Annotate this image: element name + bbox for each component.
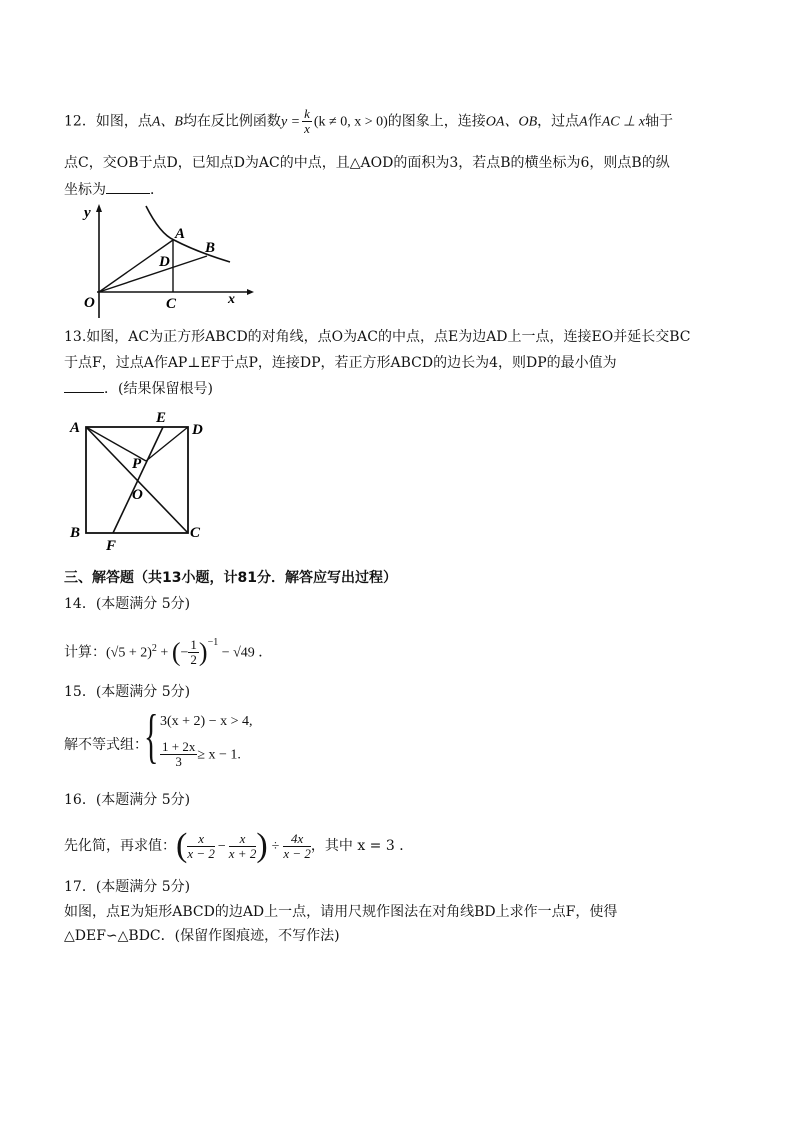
q12-line-2: 点C，交OB于点D，已知点D为AC的中点，且△AOD的面积为3，若点B的横坐标为6，则点B的纵 [64,155,670,171]
q15-tail: ≥ x − 1. [197,747,241,763]
q16-fraction-2 [229,832,257,861]
q12-line-3 [64,179,164,200]
q12-text-f: 轴于 [645,113,673,130]
q12-oa-ob: OA、OB [485,114,538,130]
q12-x-arrow [247,289,254,295]
q12-answer-lead: 坐标为 [64,182,106,198]
q12-frac-den: x [304,121,310,136]
q13-label-d: D [192,422,203,438]
q13-diagonal-ac [86,427,188,533]
q12-label-d: D [159,254,170,270]
q12-text-b: 均在反比例函数 [182,113,281,130]
q12-y-arrow [96,204,102,212]
q16-f2-den: x + 2 [228,845,257,861]
q15-frac-den: 3 [175,754,182,769]
q14-half [188,638,199,667]
q16-paren-open: ( [176,827,188,864]
q12-text-d: ，过点 [537,113,580,130]
q12-condition: (k ≠ 0, x > 0) [313,114,388,130]
q13-segment-dp [146,427,188,461]
q16-f3-num: 4x [283,832,311,847]
q16-expression [64,828,413,865]
q12-point-a: A [579,114,588,130]
q12-label-o: O [84,295,95,311]
q12-func-lhs: y = [280,114,301,130]
q12-line-1 [64,107,673,136]
q16-paren-close: ) [256,827,268,864]
q14-half-den: 2 [190,652,197,668]
q17-line-2: △DEF∽△BDC．(保留作图痕迹，不写作法) [64,928,340,944]
q12-period: ． [150,182,164,198]
q13-label-b: B [70,525,81,541]
q16-fraction-1 [187,832,215,861]
q12-label-x: x [228,292,235,307]
q12-label-c: C [166,296,177,312]
q17-line-1: 如图，点E为矩形ABCD的边AD上一点，请用尺规作图法在对角线BD上求作一点F，使得 [64,904,618,920]
q15-lead: 解不等式组： [64,737,148,753]
q16-fraction-3 [283,832,311,861]
q13-label-e: E [156,410,167,426]
q12-text-c: 的图象上，连接 [387,113,486,130]
q12-text-a: 12．如图，点 [64,113,152,130]
section-3-heading: 三、解答题（共13小题，计81分．解答应写出过程） [64,570,397,586]
q14-tail: − √49 ． [218,645,273,661]
q15-header: 15．(本题满分 5分) [64,684,191,700]
q12-perp: AC ⊥ x [601,114,645,130]
q12-answer-blank[interactable] [106,179,150,194]
q13-label-o: O [132,487,143,503]
q13-line-2: 于点F，过点A作AP⊥EF于点P，连接DP，若正方形ABCD的边长为4，则DP的最小值为 [64,355,617,371]
q15-fraction [160,740,197,769]
q14-minus-inner: − [180,645,189,661]
q14-expression [64,636,272,667]
q14-plus: + [156,645,172,661]
q15-inequality-2 [160,740,241,769]
q15-frac-num: 1 + 2x [162,739,196,754]
q16-f1-den: x − 2 [187,845,215,861]
q14-exponent-neg1: −1 [207,637,219,648]
q12-fraction [302,107,312,136]
q12-points: A、B [151,114,183,130]
q13-line-ef [113,427,163,533]
q13-label-p: P [132,456,142,472]
q16-f3-den: x − 2 [283,845,311,861]
q14-lead: 计算： [64,644,106,661]
q13-label-c: C [190,525,201,541]
q12-figure [62,200,262,320]
q16-header: 16．(本题满分 5分) [64,792,191,808]
q15-brace: { [144,703,159,769]
q12-text-e: 作 [587,113,602,130]
q14-term-a: (√5 + 2) [106,645,152,661]
q13-figure [62,405,222,555]
q13-note: ．(结果保留根号) [104,381,213,397]
q14-paren-open: ( [171,637,181,667]
q13-label-a: A [70,420,81,436]
q12-label-y: y [84,205,91,221]
q14-header: 14．(本题满分 5分) [64,596,191,612]
q16-minus: − [217,839,226,854]
q13-line-3 [64,378,213,399]
q16-f1-num: x [187,832,215,847]
q12-label-b: B [205,240,216,256]
q16-f2-num: x [229,832,257,847]
q14-paren-close: ) [198,637,208,667]
q12-segment-ob [99,256,207,292]
q15-inequality-1: 3(x + 2) − x > 4, [160,714,253,729]
q14-half-num: 1 [190,637,197,653]
q16-lead: 先化简，再求值： [64,838,176,854]
q13-label-f: F [106,538,117,554]
q13-line-1: 13.如图，AC为正方形ABCD的对角线，点O为AC的中点，点E为边AD上一点，连接EO并延长交BC [64,329,691,345]
q16-tail: ，其中 x = 3 ． [310,838,414,854]
q13-answer-blank[interactable] [64,378,104,393]
q14-exponent-2: 2 [151,643,157,654]
q17-header: 17．(本题满分 5分) [64,879,191,895]
q12-frac-num: k [304,106,310,121]
q12-label-a: A [175,226,186,242]
q16-divide: ÷ [271,839,280,854]
